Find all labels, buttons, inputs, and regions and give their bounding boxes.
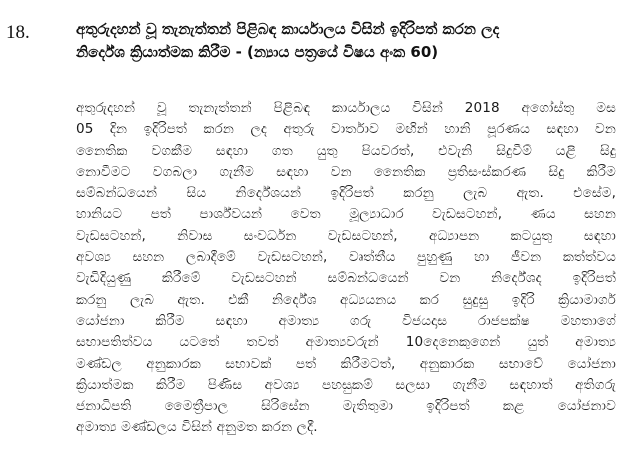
item-body xyxy=(76,98,616,439)
body-line: නොවීමට වගබලා ගැනීම සඳහා වන නෛතික ප්‍රතිසංස්කරණ සිදු කිරීම xyxy=(76,163,616,180)
body-line: මණ්ඩල අනුකාරක සභාවක් පත් කිරීමටත්, අනුකාරක සභාවේ යෝජනා xyxy=(76,355,616,372)
body-line: හානියට පත් පාර්ශ්වයන් වෙත මූල්‍යාධාර වැඩසටහන්, ණය සහන xyxy=(76,206,616,223)
body-line: යෝජනා කිරීම සඳහා අමාත්‍ය ගරු විජයදාස රාජපක්ෂ මහතාගේ xyxy=(76,312,616,329)
body-line: අතුරුදහන් වූ තැනැත්තන් පිළිබඳ කාර්යාලය විසින් 2018 අගෝස්තු මස xyxy=(76,100,616,116)
heading-line: අතුරුදහන් වූ තැනැත්තන් පිළිබඳ කාර්යාලය විසින් ඉදිරිපත් කරන ලද xyxy=(76,20,500,38)
body-line: වැඩසටහන්, නිවාස සංවර්ධන වැඩසටහන්, අධ්‍යාපන කටයුතු සඳහා xyxy=(76,227,616,244)
item-number: 18. xyxy=(6,22,30,43)
body-line: වැඩිදියුණු කිරීමේ වැඩසටහන් සම්බන්ධයෙන් වන නිර්දේශද ඉදිරිපත් xyxy=(76,270,616,287)
body-line: 05 දින ඉදිරිපත් කරන ලද අතුරු වාර්තාව මඟින් හානි පූරණය සඳහා වන xyxy=(76,121,616,138)
body-line: සභාපතිත්වය යටතේ තවත් අමාත්‍යවරුන් 10දෙනෙකුගෙන් යුත් අමාත්‍ය xyxy=(76,334,616,351)
body-line: කරනු ලැබ ඇත. එකී නිර්දේශ අධ්‍යයනය කර සුදුසු ඉදිරි ක්‍රියාමාර්ග xyxy=(76,291,616,308)
body-line: සම්බන්ධයෙන් සිය නිර්දේශයන් ඉදිරිපත් කරනු ලැබ ඇත. එසේම, xyxy=(76,185,616,202)
body-line: ජනාධිපති මෛත්‍රීපාල සිරිසේන මැතිතුමා ඉදිරිපත් කළ යෝජනාව xyxy=(76,398,616,415)
body-line: ක්‍රියාත්මක කිරීම පිණිස අවශ්‍ය පහසුකම් සලසා ගැනීම සඳහාත් අතිගරු xyxy=(76,376,616,393)
body-line: නෛතික වගකීම සඳහා ගත යුතු පියවරත්, එවැනි සිදුවීම් යළි සිදු xyxy=(76,142,616,159)
body-line: අවශ්‍ය සහන ලබාදීමේ වැඩසටහන්, වෘත්තීය පුහුණු හා ජීවන කත්ත්වය xyxy=(76,249,616,266)
body-line: අමාත්‍ය මණ්ඩලය විසින් අනුමත කරන ලදී. xyxy=(76,419,318,436)
item-heading xyxy=(76,18,616,64)
heading-line: නිර්දේශ ක්‍රියාත්මක කිරීම - (න්‍යාය පත්‍රයේ විෂය අංක 60) xyxy=(76,43,439,61)
